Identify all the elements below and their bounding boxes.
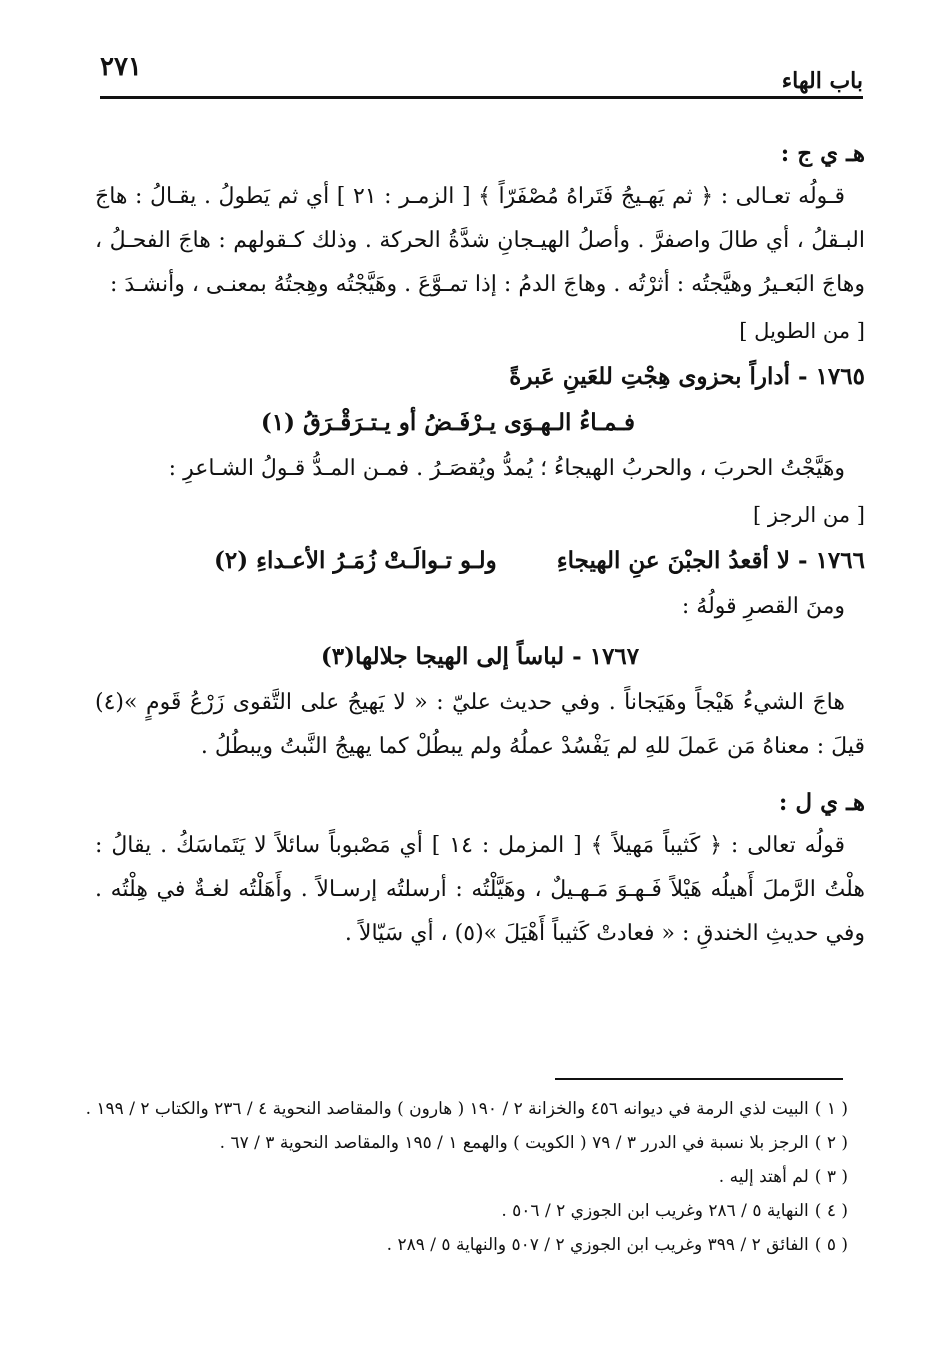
paragraph: هاجَ الشيءُ هَيْجاً وهَيَجاناً . وفي حديث عليّ : « لا يَهيجُ على التَّقوى زَرْعُ قَومٍ »(٤) قيلَ : معناهُ مَن عَملَ للهِ لم يَفْسُدْ عملُهُ ولم يبطُلْ كما يهيجُ النَّبتُ ويبطُلُ . (95, 690, 865, 759)
chapter-title: باب الهاء (781, 68, 863, 94)
meter-label: [ من الرجز ] (752, 503, 865, 527)
verse-1765-line2: فـمـاءُ الـهـوَى يـرْفَـضُ أو يـتـرَقْـرَقُ (١) (260, 409, 635, 436)
footnotes (80, 1094, 848, 1264)
paragraph: وهَيَّجْتُ الحربَ ، والحربُ الهيجاءُ ؛ يُمدُّ ويُقصَـرُ . فمـن المـدُّ قـولُ الشـاعرِ : (168, 456, 845, 481)
footnote (80, 1094, 848, 1124)
footnote (80, 1128, 848, 1158)
verse-1765-line1: ١٧٦٥ - أداراً بحزوى هِجْتِ للعَينِ عَبرةً (509, 363, 865, 390)
footnote-number: ( ٥ ) (814, 1235, 848, 1255)
header-rule (100, 96, 863, 99)
meter-label: [ من الطويل ] (739, 319, 865, 343)
footnote-number: ( ١ ) (814, 1099, 848, 1119)
page-number: ٢٧١ (100, 52, 142, 82)
verse-1766-hemistich2: ولـو تـوالَـتْ زُمَـرُ الأعـداءِ (٢) (214, 547, 497, 574)
verse-1767: ١٧٦٧ - لباساً إلى الهيجا جلالها(٣) (320, 643, 640, 670)
verse-1766 (95, 539, 865, 583)
main-text (95, 140, 865, 962)
footnote (80, 1162, 848, 1192)
footnote-rule (555, 1078, 843, 1080)
footnote (80, 1230, 848, 1260)
footnote-number: ( ٢ ) (814, 1133, 848, 1153)
footnote-text: الرجز بلا نسبة في الدرر ٣ / ٧٩ ( الكويت ) والهمع ١ / ١٩٥ والمقاصد النحوية ٣ / ٦٧ . (219, 1133, 809, 1153)
footnote (80, 1196, 848, 1226)
paragraph: ومنَ القصرِ قولُهُ : (681, 594, 845, 619)
footnote-number: ( ٣ ) (814, 1167, 848, 1187)
footnote-text: البيت لذي الرمة في ديوانه ٤٥٦ والخزانة ٢ / ١٩٠ ( هارون ) والمقاصد النحوية ٤ / ٢٣٦ والكتاب ٢ / ١٩٩ . (85, 1099, 809, 1119)
section-heading-hyj: هـ ي ج : (780, 140, 865, 167)
page-header (100, 52, 863, 100)
footnote-text: النهاية ٥ / ٢٨٦ وغريب ابن الجوزي ٢ / ٥٠٦ . (501, 1201, 809, 1221)
footnote-text: لم أهتد إليه . (718, 1167, 809, 1187)
footnote-number: ( ٤ ) (814, 1201, 848, 1221)
paragraph: قـولُه تعـالى : ﴿ ثم يَهـيجُ فَتَراهُ مُصْفَرّاً ﴾ [ الزمـر : ٢١ ] أي ثم يَطولُ . يقـالُ : هاجَ البـقلُ ، أي طالَ واصفرَّ . وأصلُ الهيـجانِ شدَّةُ الحركة . وذلك كـقولهم : هاجَ الفحـلُ ، وهاجَ البَعـيرُ وهيَّجتُه : أثرْتُه . وهاجَ الدمُ : إذا تمـوَّعَ . وهَيَّجْتُه وهِجتُهُ بمعنـى ، وأنشـدَ : (95, 184, 865, 297)
footnote-text: الفائق ٢ / ٣٩٩ وغريب ابن الجوزي ٢ / ٥٠٧ والنهاية ٥ / ٢٨٩ . (386, 1235, 809, 1255)
verse-1766-hemistich1: ١٧٦٦ - لا أقعدُ الجبْنَ عنِ الهيجاءِ (556, 547, 865, 574)
section-heading-hyl: هـ ي ل : (778, 789, 865, 816)
paragraph: قولُه تعالى : ﴿ كَثيباً مَهيلاً ﴾ [ المزمل : ١٤ ] أي مَصْبوباً سائلاً لا يَتَماسَكُ . يقالُ : هلْتُ الرَّملَ أَهيلُه هَيْلاً فَـهـوَ مَـهـيلٌ ، وهَيَّلْتُه : أرسلتُه إرسـالاً . وأَهَلْتُه لغـةٌ في هِلْتُه . وفي حديثِ الخندقِ : « فعادتْ كَثيباً أَهْيَلَ »(٥) ، أي سَيّالاً . (95, 833, 865, 946)
